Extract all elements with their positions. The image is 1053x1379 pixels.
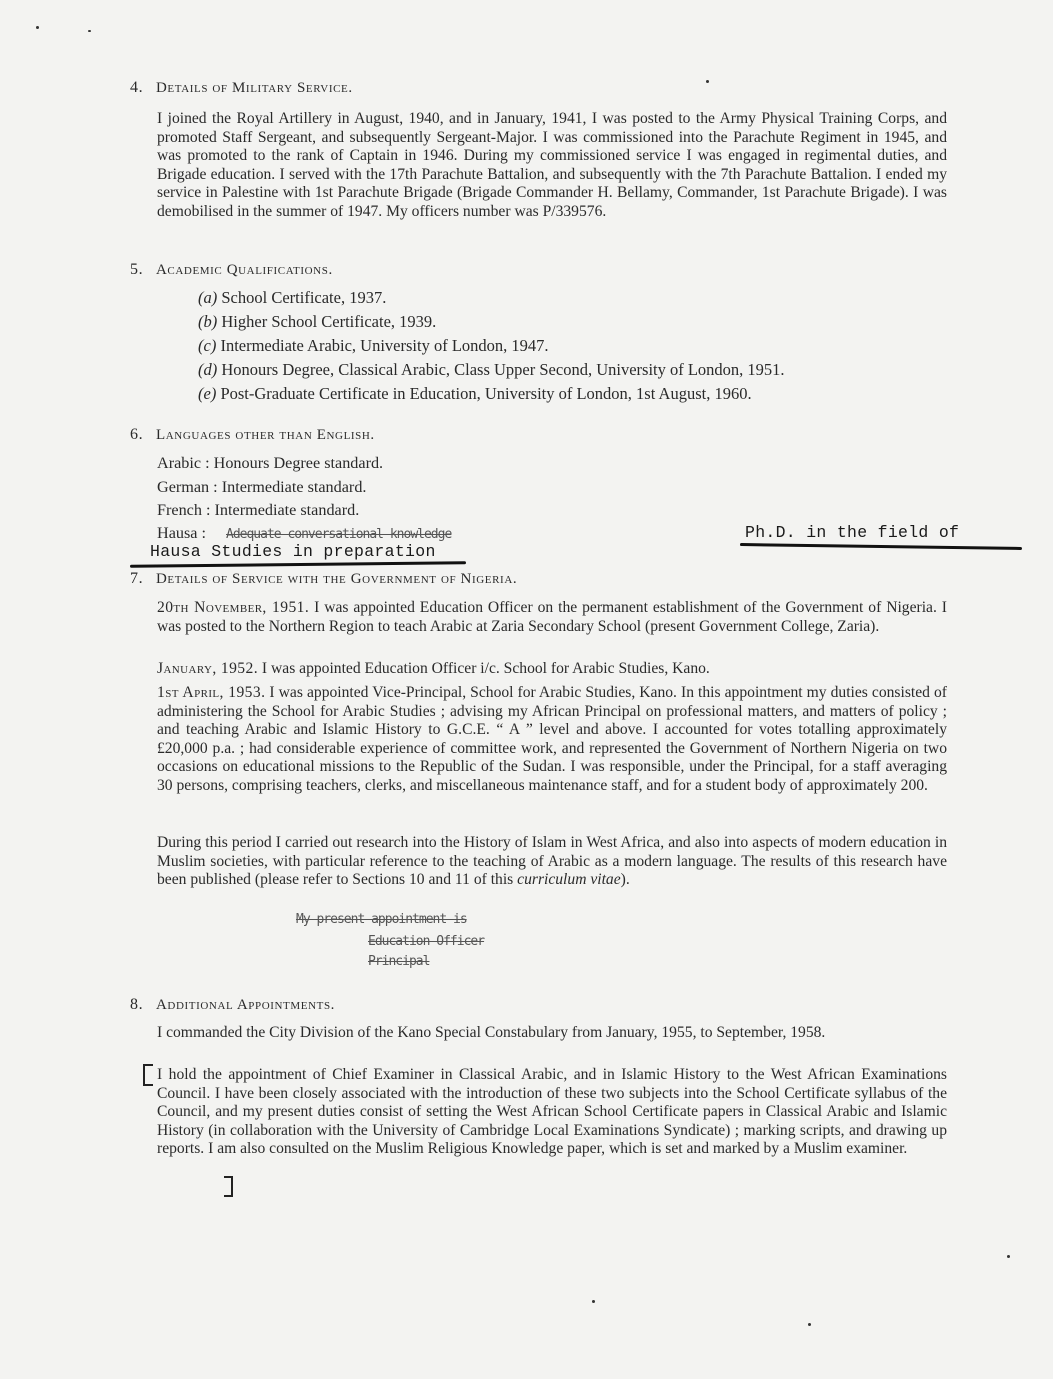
qualification-item: (c) Intermediate Arabic, University of London, 1947. <box>198 336 549 355</box>
research-paragraph: During this period I carried out research into the History of Islam in West Africa, and also into aspects of modern education in Muslim societies, with particular reference to the teaching of Arabic as a modern language. The results of this research have been published (please refer to Sections 10 and 11 of this curriculum vitae). <box>157 834 947 888</box>
section-number: 8. <box>130 996 144 1013</box>
military-service-paragraph: I joined the Royal Artillery in August, 1940, and in January, 1941, I was posted to the Army Physical Training Corps, and promoted Staff Sergeant, and subsequently Sergeant-Major. I was commissioned into the Parachute Regiment in 1945, and was promoted to the rank of Captain in 1946. During my commissioned service I was engaged in regimental duties, and Brigade education. I served with the 17th Parachute Battalion, and subsequently with the 7th Parachute Battalion. I ended my service in Palestine with 1st Parachute Brigade (Brigade Commander H. Bellamy, Commander, 1st Parachute Brigade). I was demobilised in the summer of 1947. My officers number was P/339576. <box>157 110 947 220</box>
section-title: Details of Service with the Government of Nigeria. <box>156 571 518 587</box>
handwritten-bracket-open <box>143 1064 153 1086</box>
struck-out-text: Principal <box>368 954 430 969</box>
section-number: 4. <box>130 79 144 96</box>
speck <box>592 1300 595 1303</box>
section-title: Additional Appointments. <box>156 997 336 1013</box>
service-entry: January, 1952. I was appointed Education Officer i/c. School for Arabic Studies, Kano. <box>157 660 710 677</box>
struck-out-text: Education Officer <box>368 934 485 949</box>
language-item-hausa: Hausa : <box>157 524 206 542</box>
language-item: French : Intermediate standard. <box>157 501 360 519</box>
struck-out-text: Adequate conversational knowledge <box>226 527 452 542</box>
examiner-paragraph: I hold the appointment of Chief Examiner in Classical Arabic, and in Islamic History to the West African Examinations Council. I have been closely associated with the introduction of these two subjects into the School Certificate syllabus of the Council, and my present duties consist of setting the West African School Certificate papers in Classical Arabic and Islamic History (in collaboration with the University of Cambridge Local Examinations Syndicate) ; marking scripts, and drawing up reports. I am also consulted on the Muslim Religious Knowledge paper, which is set and marked by a Muslim examiner. <box>157 1066 947 1157</box>
section-title: Languages other than English. <box>156 427 375 443</box>
section-number: 6. <box>130 426 144 443</box>
qualification-item: (d) Honours Degree, Classical Arabic, Class Upper Second, University of London, 1951. <box>198 360 785 379</box>
speck <box>808 1323 811 1326</box>
language-item: German : Intermediate standard. <box>157 478 367 496</box>
section-5-heading <box>130 261 333 279</box>
handwritten-bracket-close <box>224 1176 233 1197</box>
section-8-heading <box>130 996 335 1014</box>
speck <box>36 26 39 29</box>
service-entry: 20th November, 1951. I was appointed Education Officer on the permanent establishment of the Government of Nigeria. I was posted to the Northern Region to teach Arabic at Zaria Secondary School (present Government College, Zaria). <box>157 599 947 635</box>
typed-insertion: Hausa Studies in preparation <box>150 542 436 561</box>
section-number: 5. <box>130 261 144 278</box>
qualification-item: (e) Post-Graduate Certificate in Education, University of London, 1st August, 1960. <box>198 384 752 403</box>
typed-insertion: Ph.D. in the field of <box>745 523 960 542</box>
language-item: Arabic : Honours Degree standard. <box>157 454 384 472</box>
section-7-heading <box>130 570 517 588</box>
section-title: Academic Qualifications. <box>156 262 333 278</box>
section-4-heading <box>130 79 353 97</box>
section-number: 7. <box>130 570 144 587</box>
handwritten-underline <box>740 543 1022 549</box>
struck-out-text: My present appointment is <box>296 912 467 927</box>
handwritten-underline <box>130 561 466 567</box>
speck <box>1007 1255 1010 1258</box>
qualification-item: (a) School Certificate, 1937. <box>198 288 387 307</box>
service-entry: 1st April, 1953. I was appointed Vice-Principal, School for Arabic Studies, Kano. In this appointment my duties consisted of administering the School for Arabic Studies ; advising my African Principal on professional matters, and matters of policy ; and teaching Arabic and Islamic History to G.C.E. “ A ” level and above. I accounted for votes totalling approximately £20,000 p.a. ; had considerable experience of committee work, and represented the Government of Northern Nigeria on two occasions on educational missions to the Republic of the Sudan. I was responsible, under the Principal, for a staff averaging 30 persons, comprising teachers, clerks, and miscellaneous maintenance staff, and for a student body of approximately 200. <box>157 684 947 794</box>
section-title: Details of Military Service. <box>156 80 353 96</box>
constabulary-paragraph: I commanded the City Division of the Kano Special Constabulary from January, 1955, to September, 1958. <box>157 1024 826 1041</box>
speck <box>706 80 709 83</box>
section-6-heading <box>130 426 375 444</box>
qualification-item: (b) Higher School Certificate, 1939. <box>198 312 437 331</box>
speck <box>88 30 91 32</box>
